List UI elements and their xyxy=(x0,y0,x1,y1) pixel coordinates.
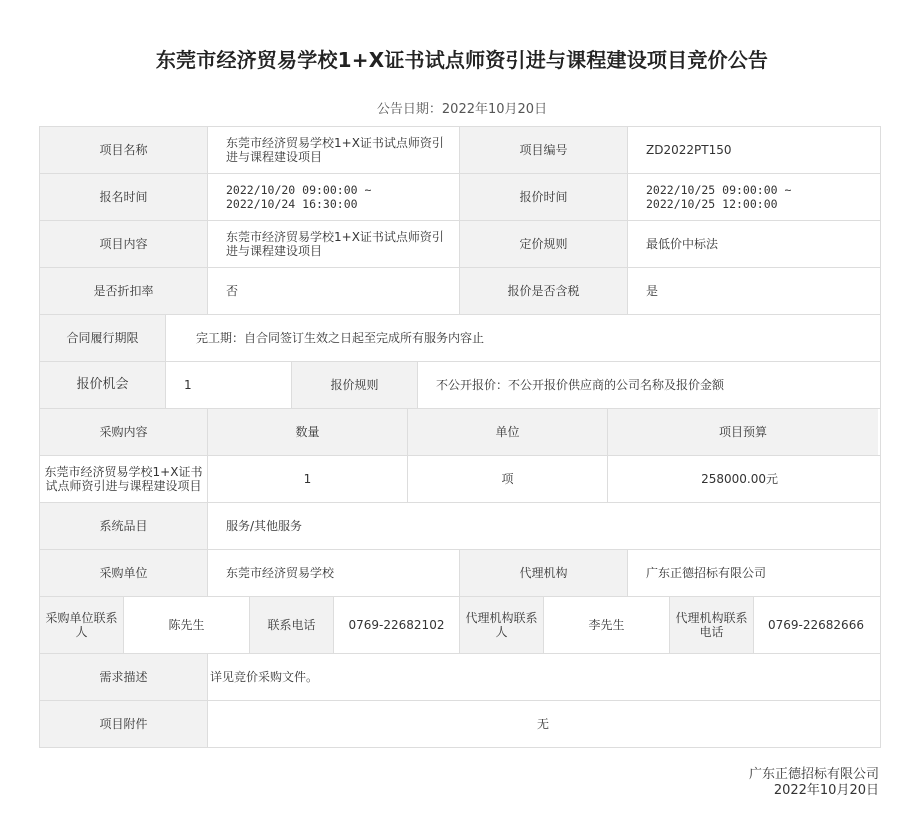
category-label: 系统品目 xyxy=(40,503,208,549)
table-row xyxy=(40,701,880,747)
buyer-label: 采购单位 xyxy=(40,550,208,596)
unit-cell: 项 xyxy=(408,456,608,502)
page-title: 东莞市经济贸易学校1+X证书试点师资引进与课程建设项目竞价公告 xyxy=(155,48,769,72)
signup-time-end: 2022/10/24 16:30:00 xyxy=(226,197,358,211)
tax-value: 是 xyxy=(646,284,659,298)
quote-chances-value: 1 xyxy=(166,362,292,408)
unit-header: 单位 xyxy=(408,409,608,455)
requirement-value: 详见竞价采购文件。 xyxy=(210,670,319,684)
project-name-value: 东莞市经济贸易学校1+X证书试点师资引进与课程建设项目 xyxy=(208,127,460,173)
pricing-rule-value: 最低价中标法 xyxy=(646,237,719,251)
contract-period-label: 合同履行期限 xyxy=(40,315,166,361)
table-row xyxy=(40,127,880,174)
discount-label: 是否折扣率 xyxy=(40,268,208,314)
phone-value: 0769-22682102 xyxy=(334,597,460,653)
quote-time-label: 报价时间 xyxy=(460,174,628,220)
table-row xyxy=(40,362,880,409)
signup-time-start: 2022/10/20 09:00:00 ~ xyxy=(226,183,372,197)
quote-chances-label: 报价机会 xyxy=(40,362,166,408)
attachment-value: 无 xyxy=(536,717,549,731)
purchase-content-cell: 东莞市经济贸易学校1+X证书试点师资引进与课程建设项目 xyxy=(40,456,208,502)
buyer-value: 东莞市经济贸易学校 xyxy=(208,550,460,596)
announce-date: 公告日期：2022年10月20日 xyxy=(376,102,548,117)
project-name-label: 项目名称 xyxy=(40,127,208,173)
announcement-table xyxy=(39,126,881,748)
purchase-header-row xyxy=(40,409,880,456)
quote-rules-value: 不公开报价：不公开报价供应商的公司名称及报价金额 xyxy=(436,378,725,392)
project-content-label: 项目内容 xyxy=(40,221,208,267)
budget-cell: 258000.00元 xyxy=(701,472,778,486)
quantity-cell: 1 xyxy=(208,456,408,502)
attachment-label: 项目附件 xyxy=(40,701,208,747)
category-value: 服务/其他服务 xyxy=(226,519,303,533)
project-content-value: 东莞市经济贸易学校1+X证书试点师资引进与课程建设项目 xyxy=(208,221,460,267)
purchase-row xyxy=(40,456,880,503)
quote-time-value xyxy=(628,174,878,220)
table-row xyxy=(40,221,880,268)
project-no-label: 项目编号 xyxy=(460,127,628,173)
requirement-label: 需求描述 xyxy=(40,654,208,700)
discount-value: 否 xyxy=(208,268,460,314)
quote-time-start: 2022/10/25 09:00:00 ~ xyxy=(646,183,792,197)
tax-label: 报价是否含税 xyxy=(460,268,628,314)
pricing-rule-label: 定价规则 xyxy=(460,221,628,267)
agency-phone-value: 0769-22682666 xyxy=(768,618,864,632)
footer-date: 2022年10月20日 xyxy=(773,783,879,798)
quote-time-end: 2022/10/25 12:00:00 xyxy=(646,197,778,211)
agency-phone-label: 代理机构联系电话 xyxy=(670,597,754,653)
table-row xyxy=(40,174,880,221)
agency-value: 广东正德招标有限公司 xyxy=(646,566,767,580)
footer-signature xyxy=(749,767,879,799)
budget-header: 项目预算 xyxy=(608,409,878,455)
quote-rules-label: 报价规则 xyxy=(292,362,418,408)
footer-company: 广东正德招标有限公司 xyxy=(748,767,879,782)
table-row xyxy=(40,315,880,362)
purchase-content-header: 采购内容 xyxy=(40,409,208,455)
agency-label: 代理机构 xyxy=(460,550,628,596)
table-row xyxy=(40,654,880,701)
signup-time-value xyxy=(208,174,460,220)
buyer-contact-value: 陈先生 xyxy=(124,597,250,653)
signup-time-label: 报名时间 xyxy=(40,174,208,220)
agency-contact-label: 代理机构联系人 xyxy=(460,597,544,653)
buyer-contact-label: 采购单位联系人 xyxy=(40,597,124,653)
quantity-header: 数量 xyxy=(208,409,408,455)
table-row xyxy=(40,268,880,315)
contract-period-value: 完工期：自合同签订生效之日起至完成所有服务内容止 xyxy=(196,331,485,345)
table-row xyxy=(40,550,880,597)
project-no-value: ZD2022PT150 xyxy=(646,143,732,157)
agency-contact-value: 李先生 xyxy=(544,597,670,653)
phone-label: 联系电话 xyxy=(250,597,334,653)
table-row xyxy=(40,503,880,550)
contacts-row xyxy=(40,597,880,654)
